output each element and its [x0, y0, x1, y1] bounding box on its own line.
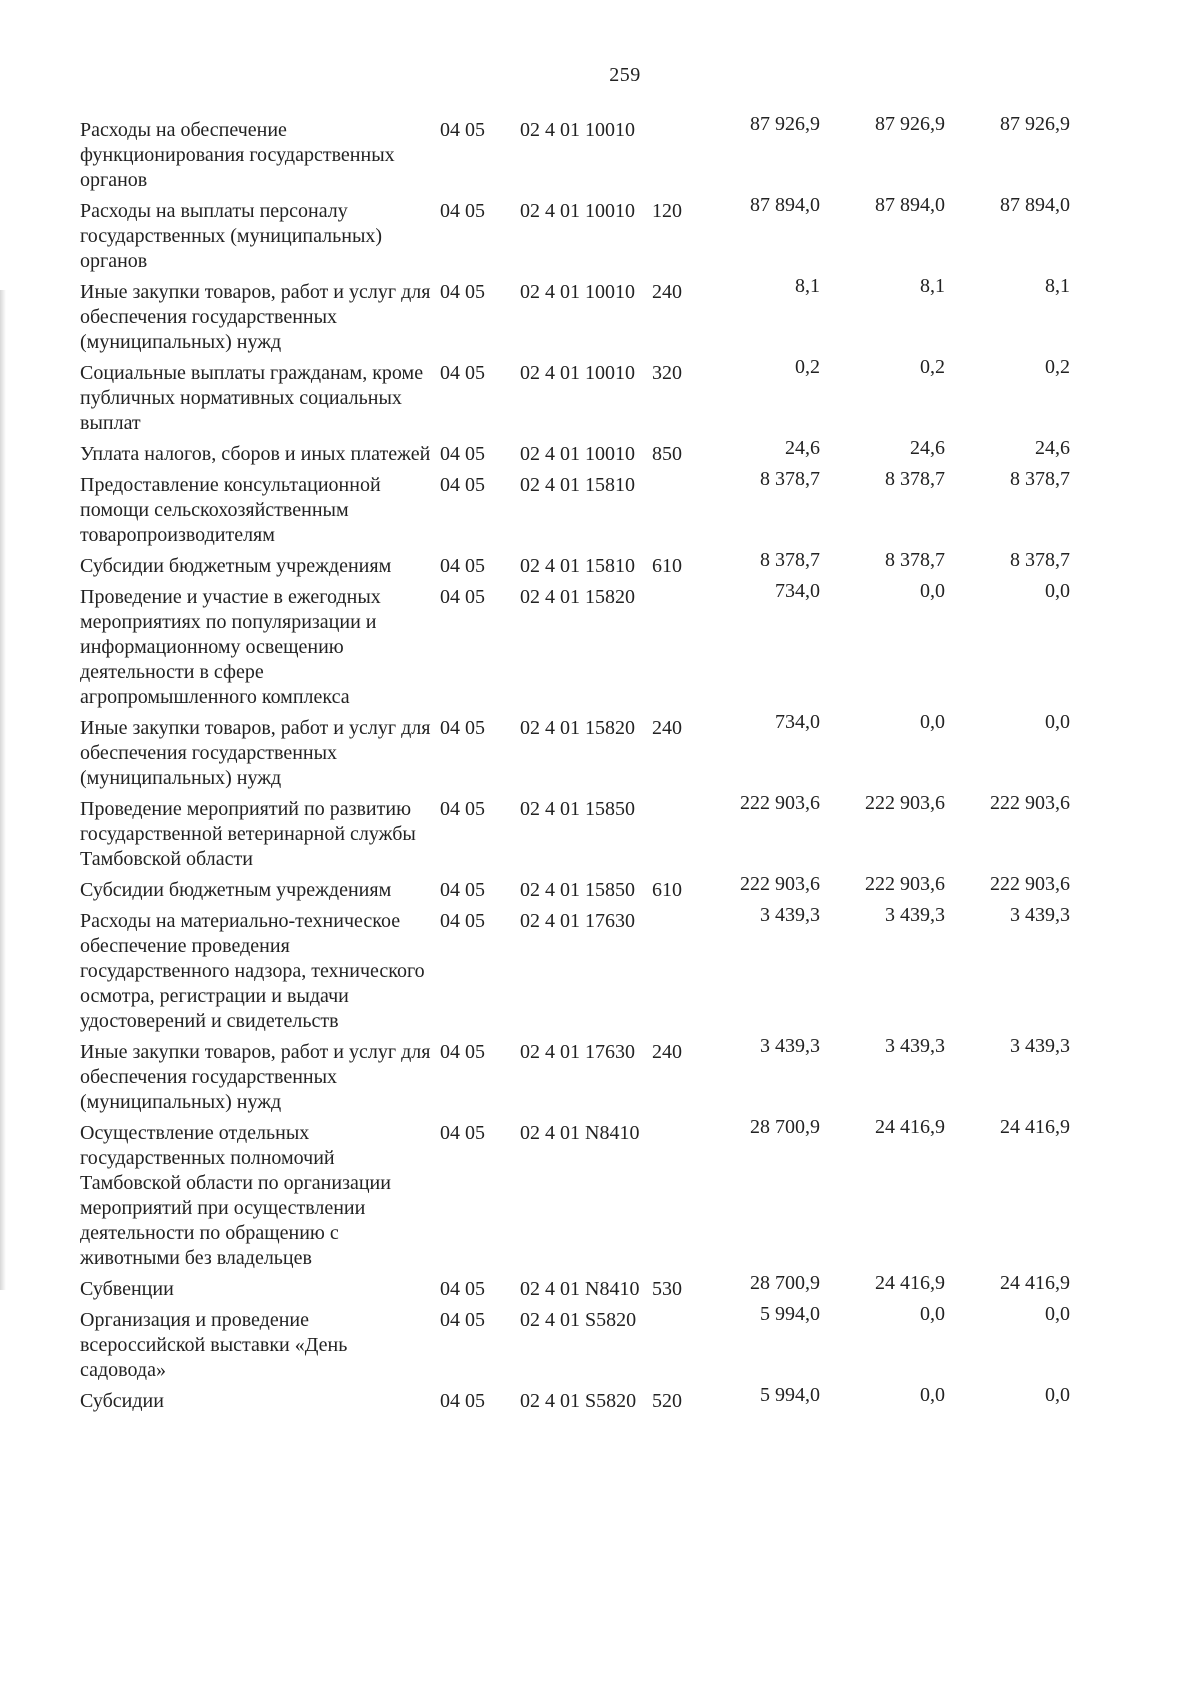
row-value-1: 8 378,7 — [760, 549, 820, 571]
row-value-2: 87 926,9 — [875, 113, 945, 135]
row-value-1: 87 894,0 — [750, 194, 820, 216]
row-section: 04 05 — [440, 119, 485, 141]
table-row — [80, 873, 1170, 903]
row-value-2: 0,0 — [920, 1384, 945, 1406]
row-name: Расходы на обеспечение функционирования государственных органов — [80, 119, 395, 191]
row-section: 04 05 — [440, 555, 485, 577]
table-row — [80, 1035, 1170, 1115]
row-value-3: 0,2 — [1045, 356, 1070, 378]
table-row — [80, 1303, 1170, 1383]
row-expense-type: 120 — [652, 200, 682, 222]
row-expense-type: 610 — [652, 879, 682, 901]
row-code: 02 4 01 15810 — [520, 474, 635, 496]
row-name: Расходы на материально-техническое обеспечение проведения государственного надзора, технического осмотра, регистрации и выдачи удостоверений и свидетельств — [80, 910, 425, 1032]
row-value-3: 0,0 — [1045, 1384, 1070, 1406]
row-expense-type: 240 — [652, 717, 682, 739]
row-section: 04 05 — [440, 362, 485, 384]
row-value-2: 0,0 — [920, 711, 945, 733]
row-code: 02 4 01 10010 — [520, 119, 635, 141]
row-value-3: 3 439,3 — [1010, 1035, 1070, 1057]
scan-shadow — [0, 290, 6, 1290]
row-code: 02 4 01 17630 — [520, 1041, 635, 1063]
row-section: 04 05 — [440, 443, 485, 465]
table-row — [80, 356, 1170, 436]
row-section: 04 05 — [440, 879, 485, 901]
row-value-1: 222 903,6 — [740, 792, 820, 814]
table-row — [80, 113, 1170, 193]
table-row — [80, 904, 1170, 1034]
row-code: 02 4 01 S5820 — [520, 1390, 637, 1412]
row-value-3: 8 378,7 — [1010, 549, 1070, 571]
row-code: 02 4 01 10010 — [520, 362, 635, 384]
row-code: 02 4 01 10010 — [520, 443, 635, 465]
table-row — [80, 711, 1170, 791]
row-value-3: 222 903,6 — [990, 792, 1070, 814]
row-section: 04 05 — [440, 1122, 485, 1144]
row-section: 04 05 — [440, 1278, 485, 1300]
row-value-2: 8 378,7 — [885, 549, 945, 571]
row-name: Иные закупки товаров, работ и услуг для обеспечения государственных (муниципальных) нужд — [80, 281, 431, 353]
row-value-3: 0,0 — [1045, 580, 1070, 602]
table-row — [80, 1116, 1170, 1271]
row-code: 02 4 01 15820 — [520, 586, 635, 608]
row-value-2: 0,0 — [920, 1303, 945, 1325]
row-value-3: 222 903,6 — [990, 873, 1070, 895]
row-value-3: 24,6 — [1035, 437, 1070, 459]
row-section: 04 05 — [440, 200, 485, 222]
row-name: Субсидии бюджетным учреждениям — [80, 879, 392, 901]
row-code: 02 4 01 N8410 — [520, 1278, 640, 1300]
row-section: 04 05 — [440, 586, 485, 608]
row-expense-type: 240 — [652, 281, 682, 303]
row-name: Расходы на выплаты персоналу государственных (муниципальных) органов — [80, 200, 383, 272]
row-name: Иные закупки товаров, работ и услуг для обеспечения государственных (муниципальных) нужд — [80, 717, 431, 789]
row-name: Субсидии бюджетным учреждениям — [80, 555, 392, 577]
table-row — [80, 437, 1170, 467]
row-section: 04 05 — [440, 910, 485, 932]
row-expense-type: 850 — [652, 443, 682, 465]
row-name: Осуществление отдельных государственных полномочий Тамбовской области по организации мероприятий при осуществлении деятельности по обращению с животными без владельцев — [80, 1122, 391, 1269]
row-code: 02 4 01 15850 — [520, 798, 635, 820]
table-row — [80, 549, 1170, 579]
row-value-2: 0,2 — [920, 356, 945, 378]
row-section: 04 05 — [440, 1390, 485, 1412]
row-name: Организация и проведение всероссийской выставки «День садовода» — [80, 1309, 348, 1381]
row-value-3: 87 926,9 — [1000, 113, 1070, 135]
row-value-1: 8,1 — [795, 275, 820, 297]
row-value-1: 3 439,3 — [760, 904, 820, 926]
table-row — [80, 194, 1170, 274]
row-name: Уплата налогов, сборов и иных платежей — [80, 443, 431, 465]
row-code: 02 4 01 S5820 — [520, 1309, 637, 1331]
row-value-2: 222 903,6 — [865, 792, 945, 814]
row-value-1: 3 439,3 — [760, 1035, 820, 1057]
row-value-3: 8,1 — [1045, 275, 1070, 297]
row-value-1: 28 700,9 — [750, 1272, 820, 1294]
row-code: 02 4 01 N8410 — [520, 1122, 640, 1144]
table-row — [80, 580, 1170, 710]
row-value-3: 0,0 — [1045, 1303, 1070, 1325]
row-value-2: 0,0 — [920, 580, 945, 602]
row-value-2: 3 439,3 — [885, 1035, 945, 1057]
row-value-2: 87 894,0 — [875, 194, 945, 216]
row-value-2: 24,6 — [910, 437, 945, 459]
row-code: 02 4 01 10010 — [520, 200, 635, 222]
row-code: 02 4 01 15820 — [520, 717, 635, 739]
page-number: 259 — [609, 64, 641, 86]
row-code: 02 4 01 15810 — [520, 555, 635, 577]
row-value-2: 222 903,6 — [865, 873, 945, 895]
table-row — [80, 1384, 1170, 1414]
row-value-1: 5 994,0 — [760, 1303, 820, 1325]
row-value-1: 8 378,7 — [760, 468, 820, 490]
row-value-2: 3 439,3 — [885, 904, 945, 926]
row-expense-type: 240 — [652, 1041, 682, 1063]
row-code: 02 4 01 15850 — [520, 879, 635, 901]
row-name: Проведение и участие в ежегодных мероприятиях по популяризации и информационному освещению деятельности в сфере агропромышленного комплекса — [80, 586, 381, 708]
row-name: Иные закупки товаров, работ и услуг для обеспечения государственных (муниципальных) нужд — [80, 1041, 431, 1113]
table-row — [80, 792, 1170, 872]
row-expense-type: 320 — [652, 362, 682, 384]
row-value-2: 8 378,7 — [885, 468, 945, 490]
row-value-1: 0,2 — [795, 356, 820, 378]
table-row — [80, 468, 1170, 548]
row-value-2: 24 416,9 — [875, 1272, 945, 1294]
table-row — [80, 275, 1170, 355]
row-section: 04 05 — [440, 1309, 485, 1331]
row-name: Проведение мероприятий по развитию государственной ветеринарной службы Тамбовской области — [80, 798, 416, 870]
row-section: 04 05 — [440, 474, 485, 496]
row-value-1: 222 903,6 — [740, 873, 820, 895]
row-code: 02 4 01 17630 — [520, 910, 635, 932]
row-value-1: 87 926,9 — [750, 113, 820, 135]
row-value-3: 0,0 — [1045, 711, 1070, 733]
row-value-3: 87 894,0 — [1000, 194, 1070, 216]
row-value-3: 24 416,9 — [1000, 1116, 1070, 1138]
row-name: Социальные выплаты гражданам, кроме публичных нормативных социальных выплат — [80, 362, 424, 434]
table-row — [80, 1272, 1170, 1302]
row-expense-type: 610 — [652, 555, 682, 577]
row-value-1: 24,6 — [785, 437, 820, 459]
row-section: 04 05 — [440, 281, 485, 303]
row-value-1: 5 994,0 — [760, 1384, 820, 1406]
row-expense-type: 520 — [652, 1390, 682, 1412]
row-section: 04 05 — [440, 798, 485, 820]
row-code: 02 4 01 10010 — [520, 281, 635, 303]
row-name: Субсидии — [80, 1390, 164, 1412]
row-value-2: 24 416,9 — [875, 1116, 945, 1138]
row-name: Субвенции — [80, 1278, 174, 1300]
row-value-3: 3 439,3 — [1010, 904, 1070, 926]
row-value-3: 8 378,7 — [1010, 468, 1070, 490]
row-value-3: 24 416,9 — [1000, 1272, 1070, 1294]
row-name: Предоставление консультационной помощи сельскохозяйственным товаропроизводителям — [80, 474, 381, 546]
row-value-1: 28 700,9 — [750, 1116, 820, 1138]
row-section: 04 05 — [440, 717, 485, 739]
row-value-2: 8,1 — [920, 275, 945, 297]
row-value-1: 734,0 — [775, 711, 820, 733]
budget-table — [80, 113, 1170, 1420]
row-value-1: 734,0 — [775, 580, 820, 602]
row-expense-type: 530 — [652, 1278, 682, 1300]
row-section: 04 05 — [440, 1041, 485, 1063]
